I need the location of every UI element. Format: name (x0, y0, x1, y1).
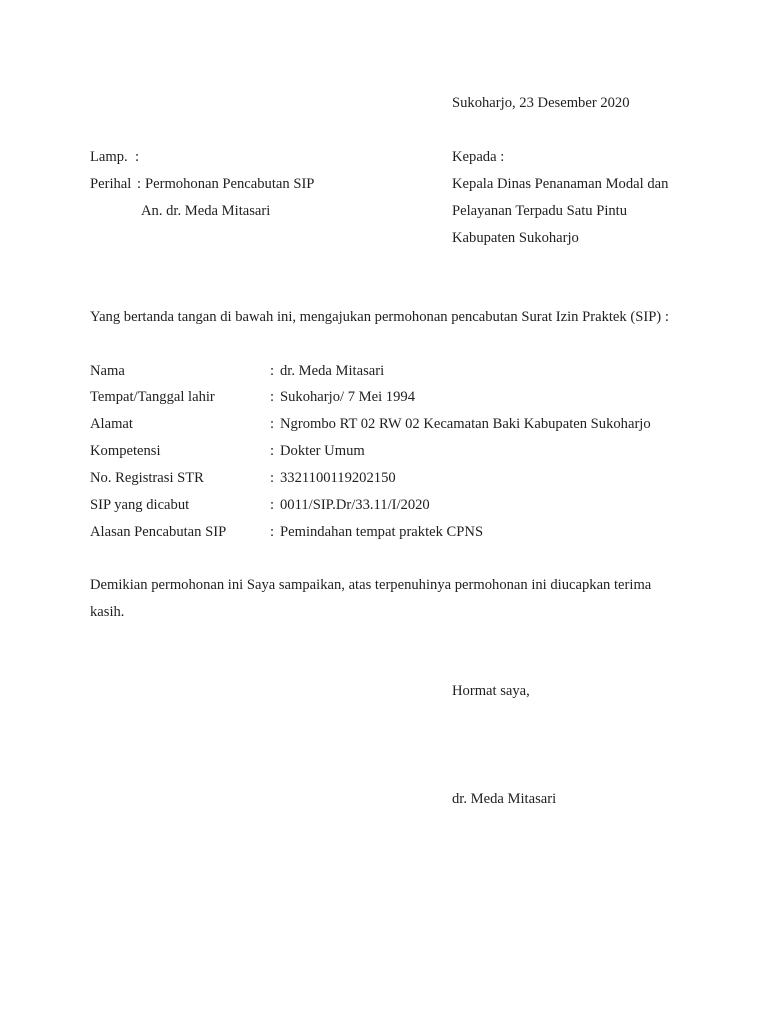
detail-row-alamat (0, 415, 768, 433)
lamp-label: Lamp. (90, 149, 128, 165)
detail-colon: : (270, 497, 275, 513)
detail-colon: : (270, 389, 275, 405)
perihal-label: Perihal (90, 176, 132, 192)
intro-paragraph: Yang bertanda tangan di bawah ini, mengajukan permohonan pencabutan Surat Izin Praktek (SIP) : (90, 309, 669, 325)
recipient-heading: Kepada : (452, 149, 505, 165)
recipient-line-3: Kabupaten Sukoharjo (452, 230, 579, 246)
closing-paragraph: Demikian permohonan ini Saya sampaikan, atas terpenuhinya permohonan ini diucapkan terima kasih. (90, 577, 652, 620)
detail-value: Sukoharjo/ 7 Mei 1994 (280, 389, 415, 405)
detail-label: No. Registrasi STR (90, 470, 204, 486)
detail-label: Alamat (90, 416, 133, 432)
detail-value: Pemindahan tempat praktek CPNS (280, 524, 484, 540)
detail-value: dr. Meda Mitasari (280, 363, 385, 379)
recipient-line-1: Kepala Dinas Penanaman Modal dan (452, 176, 669, 192)
detail-label: Tempat/Tanggal lahir (90, 389, 215, 405)
detail-colon: : (270, 443, 275, 459)
detail-value: Dokter Umum (280, 443, 365, 459)
detail-row-kompetensi (0, 442, 768, 460)
detail-row-nama (0, 362, 768, 380)
detail-row-sip (0, 496, 768, 514)
detail-value: Ngrombo RT 02 RW 02 Kecamatan Baki Kabupaten Sukoharjo (280, 416, 651, 432)
perihal-value: Permohonan Pencabutan SIP (145, 176, 315, 192)
perihal-colon: : (137, 176, 142, 192)
detail-label: Nama (90, 363, 125, 379)
detail-label: SIP yang dicabut (90, 497, 190, 513)
detail-row-str (0, 469, 768, 487)
detail-label: Kompetensi (90, 443, 161, 459)
detail-colon: : (270, 416, 275, 432)
detail-row-alasan (0, 523, 768, 541)
signer-name: dr. Meda Mitasari (452, 791, 557, 807)
recipient-line-2: Pelayanan Terpadu Satu Pintu (452, 203, 628, 219)
detail-colon: : (270, 363, 275, 379)
letter-date: Sukoharjo, 23 Desember 2020 (452, 95, 630, 111)
detail-value: 0011/SIP.Dr/33.11/I/2020 (280, 497, 430, 513)
signoff: Hormat saya, (452, 683, 530, 699)
detail-value: 3321100119202150 (280, 470, 396, 486)
detail-label: Alasan Pencabutan SIP (90, 524, 227, 540)
detail-colon: : (270, 470, 275, 486)
perihal-value-line2: An. dr. Meda Mitasari (141, 203, 271, 219)
detail-colon: : (270, 524, 275, 540)
detail-row-ttl (0, 388, 768, 406)
lamp-colon: : (135, 149, 140, 165)
